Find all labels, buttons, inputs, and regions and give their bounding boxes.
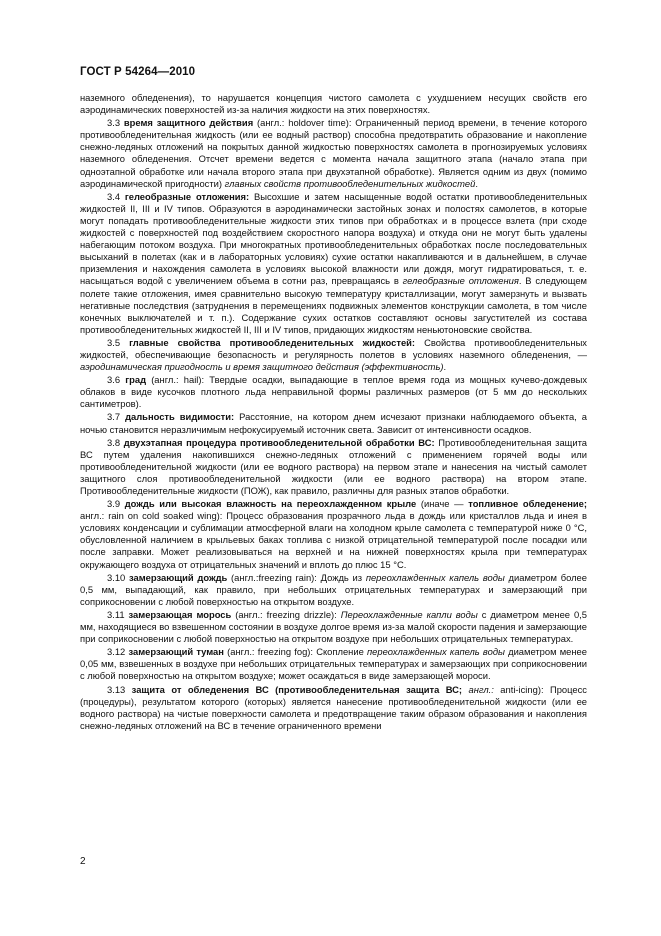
text-run: 3.8	[107, 436, 124, 448]
term-3-7-visibility-range	[80, 411, 587, 435]
text-run: anti-icing): Процесс (процедуры), результатом которого (которых) является нанесение противообледенительной жидкости (или ее водного раствора) на чистые поверхности самолета и предотвращение таким образом образования и накопления снежно-ледяных отложений на ВС в течение ограниченного времени	[80, 683, 587, 731]
term-3-8-two-step-procedure	[80, 437, 587, 497]
text-run: 3.9	[107, 498, 125, 510]
text-run: диаметром менее 0,05 мм, взвешенных в воздухе при небольших отрицательных температурах и замерзающих при соприкосновении с любой поверхностью на открытом воздухе; может осаждаться в виде замерзающей мороси.	[80, 646, 587, 682]
text-run: (англ.: freezing fog): Скопление	[223, 646, 367, 658]
text-run: (англ.: freezing drizzle):	[231, 608, 341, 620]
document-body	[80, 92, 587, 733]
term-bold: главные свойства противообледенительных жидкостей:	[129, 336, 416, 348]
term-bold: дождь или высокая влажность на переохлажденном крыле	[124, 498, 417, 510]
term-3-5-main-fluid-properties	[80, 337, 587, 373]
text-run: 3.5	[107, 336, 130, 348]
text-run: 3.10	[107, 571, 129, 583]
document-header: ГОСТ Р 54264—2010	[80, 66, 196, 78]
paragraph-continuation	[80, 92, 587, 116]
text-run: Расстояние, на котором днем исчезают признаки наблюдаемого объекта, а ночью становится неразличимым нефокусируемый источник света. Зависит от интенсивности осадков.	[80, 411, 587, 435]
term-bold: град	[125, 374, 147, 386]
term-bold: замерзающая морось	[128, 608, 232, 620]
term-3-10-freezing-rain	[80, 572, 587, 608]
text-run: 3.6	[107, 374, 126, 386]
term-3-9-cold-soaked-wing	[80, 498, 587, 571]
term-italic: гелеобразные отложения	[402, 275, 519, 287]
text-run: .	[443, 361, 447, 373]
text-run: (иначе —	[416, 498, 469, 510]
text-run: . В следующем полете такие отложения, имея сравнительно высокую температуру кристаллизации, могут замерзнуть и вызвать негативные последствия (затруднения в перемещениях подвижных элементов конструкции самолета, в том числе конечных выключателей и т. п.). Содержание сухих остатков составляют основы загустителей из состава противообледенительных жидкостей II, III и IV типов, придающих жидкостям неньютоновские свойства.	[80, 275, 587, 335]
term-bold: гелеобразные отложения:	[124, 190, 250, 202]
term-italic: аэродинамическая пригодность и время защитного действия (эффективность)	[80, 361, 444, 373]
text-run: (англ.:freezing rain): Дождь из	[227, 571, 366, 583]
term-bold: замерзающий дождь	[128, 571, 228, 583]
page-number: 2	[80, 856, 86, 867]
term-bold: двухэтапная процедура противообледенительной обработки ВС:	[123, 436, 435, 448]
term-italic: англ.:	[468, 683, 494, 695]
text-run: англ.: rain on cold soaked wing): Процесс образования прозрачного льда в дождь или кристаллов льда и инея в условиях конденсации и сублимации атмосферной влаги на холодном крыле самолета с температурой ниже 0 °С, обусловленной наличием в крыльевых баках топлива с низкой отрицательной температурой после посадки или после заправки. Может реализовываться на верхней и на нижней поверхностях крыла при температурах окружающего воздуха от отрицательных значений и вплоть до плюс 15 °С.	[80, 510, 587, 570]
text-run: .	[475, 177, 478, 189]
text-run: Высохшие и затем насыщенные водой остатки противообледенительных жидкостей II, III и IV типов. Образуются в аэродинамически застойных зонах и полостях самолетов, в которые могут попадать противообледенительные жидкости этих типов при обработках и в процессе взлета (при сходе жидкостей с поверхностей под воздействием скоростного напора воздуха) и откуда они не могут быть удалены набегающим потоком воздуха. При многократных противообледенительных обработках после последовательных высыханий в полетах (как и в лабораторных условиях) сухие остатки накапливаются и в дальнейшем, в случае приземления и нахождения самолета в условиях высокой влажности или дождя, могут гидратироваться, т. е. насыщаться водой с увеличением объема в сотни раз, превращаясь в	[80, 190, 588, 287]
term-bold: дальность видимости:	[125, 411, 235, 423]
term-3-12-freezing-fog	[80, 646, 587, 682]
term-italic: переохлажденных капель воды	[365, 571, 505, 583]
term-3-13-anti-icing	[80, 684, 587, 732]
text-run: (англ.: holdover time): Ограниченный период времени, в течение которого противообледенительная жидкость (или ее водный раствор) способна предотвратить образование и накопление снежно-ледяных отложений на покрытых данной жидкостью поверхностях самолета в прогнозируемых условиях наземного обледенения. Отсчет времени ведется с момента начала защитного этапа (начало этапа при одноэтапной обработке или начала второго этапа при двухэтапной обработке). Является одним из двух (помимо аэродинамической пригодности)	[80, 117, 588, 189]
term-italic: главных свойств противообледенительных жидкостей	[224, 177, 476, 189]
text-run: (англ.: hail): Твердые осадки, выпадающие в теплое время года из мощных кучево-дождевых облаков в виде кусочков плотного льда неправильной формы различных размеров (от 5 мм до нескольких сантиметров).	[80, 374, 588, 410]
text-run: 3.13	[107, 683, 132, 695]
term-bold: замерзающий туман	[128, 646, 224, 658]
text-run: 3.3	[107, 117, 124, 129]
term-italic: Переохлажденные капли воды	[340, 608, 478, 620]
text-run: наземного обледенения), то нарушается концепция чистого самолета с ухудшением несущих свойств его аэродинамических поверхностей из-за наличия жидкости на этих поверхностях.	[80, 92, 587, 116]
term-3-6-hail	[80, 374, 587, 410]
text-run: Свойства противообледенительных жидкостей, обеспечивающие безопасность и регулярность полетов в условиях наземного обледенения, —	[80, 336, 587, 360]
text-run: 3.12	[107, 646, 129, 658]
text-run: 3.11	[107, 608, 129, 620]
term-3-3-holdover-time	[80, 117, 587, 190]
term-3-4-gel-residues	[80, 191, 587, 336]
text-run: 3.4	[107, 190, 125, 202]
text-run: диаметром более 0,5 мм, выпадающий, как правило, при небольших отрицательных температурах и замерзающий при соприкосновении с любой поверхностью на открытом воздухе.	[80, 571, 587, 607]
term-bold: топливное обледенение;	[468, 498, 587, 510]
term-bold: время защитного действия	[123, 117, 254, 129]
text-run: с диаметром менее 0,5 мм, находящиеся во взвешенном состоянии в воздухе долгое время из-за малой скорости падения и замерзающие при соприкосновении с любой поверхностью на открытом воздухе при небольших отрицательных температурах.	[80, 608, 588, 645]
text-run: 3.7	[107, 411, 126, 423]
text-run: Противообледенительная защита ВС путем удаления накопившихся снежно-ледяных отложений с применением горячей воды или противообледенительной жидкости (или ее водного раствора) на первом этапе и нанесения на чистый самолет защитного слоя противообледенительной жидкости (или ее водного раствора) на втором этапе. Противообледенительные жидкости (ПОЖ), как правило, различны для разных этапов обработки.	[80, 436, 588, 496]
term-italic: переохлажденных капель воды	[366, 646, 505, 658]
term-bold: защита от обледенения ВС (противообледенительная защита ВС;	[131, 683, 463, 695]
term-3-11-freezing-drizzle	[80, 609, 587, 645]
